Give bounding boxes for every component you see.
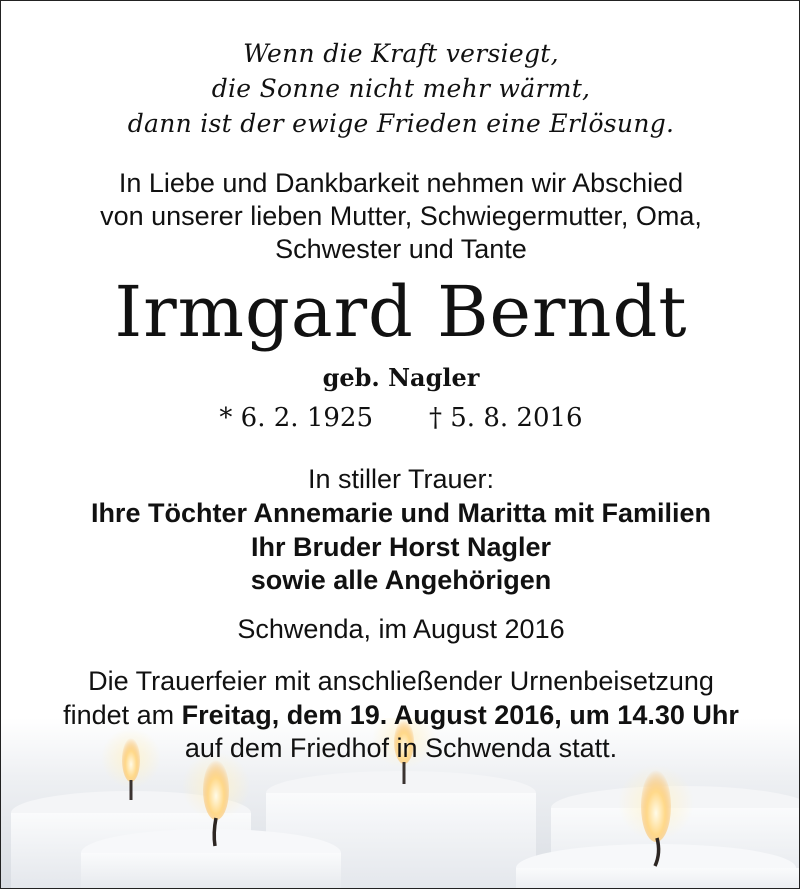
intro-line-3: Schwester und Tante bbox=[275, 234, 527, 264]
service-line-1: Die Trauerfeier mit anschließender Urnenbeisetzung bbox=[88, 666, 714, 696]
life-dates bbox=[1, 403, 800, 433]
birth-date: * 6. 2. 1925 bbox=[219, 403, 373, 433]
poem-line-3: dann ist der ewige Frieden eine Erlösung. bbox=[127, 109, 675, 138]
deceased-name: Irmgard Berndt bbox=[114, 271, 688, 353]
place-date: Schwenda, im August 2016 bbox=[237, 614, 565, 644]
poem-line-1: Wenn die Kraft versiegt, bbox=[243, 39, 559, 68]
intro-line-1: In Liebe und Dankbarkeit nehmen wir Abschied bbox=[118, 168, 684, 198]
service-line-2 bbox=[1, 700, 800, 731]
intro-line-2: von unserer lieben Mutter, Schwiegermutter, Oma, bbox=[100, 201, 702, 231]
birth-name: geb. Nagler bbox=[322, 363, 480, 392]
mourners-heading: In stiller Trauer: bbox=[307, 464, 495, 494]
service-line-3: auf dem Friedhof in Schwenda statt. bbox=[184, 733, 618, 763]
service-line-2-prefix: findet am bbox=[63, 700, 182, 730]
death-date: † 5. 8. 2016 bbox=[429, 403, 583, 433]
mourners-line-3: sowie alle Angehörigen bbox=[250, 565, 552, 595]
poem-line-2: die Sonne nicht mehr wärmt, bbox=[211, 74, 591, 103]
mourners-line-1: Ihre Töchter Annemarie und Maritta mit Familien bbox=[90, 498, 712, 528]
service-date-time: Freitag, dem 19. August 2016, um 14.30 Uhr bbox=[181, 700, 739, 730]
mourners-line-2: Ihr Bruder Horst Nagler bbox=[250, 532, 552, 562]
